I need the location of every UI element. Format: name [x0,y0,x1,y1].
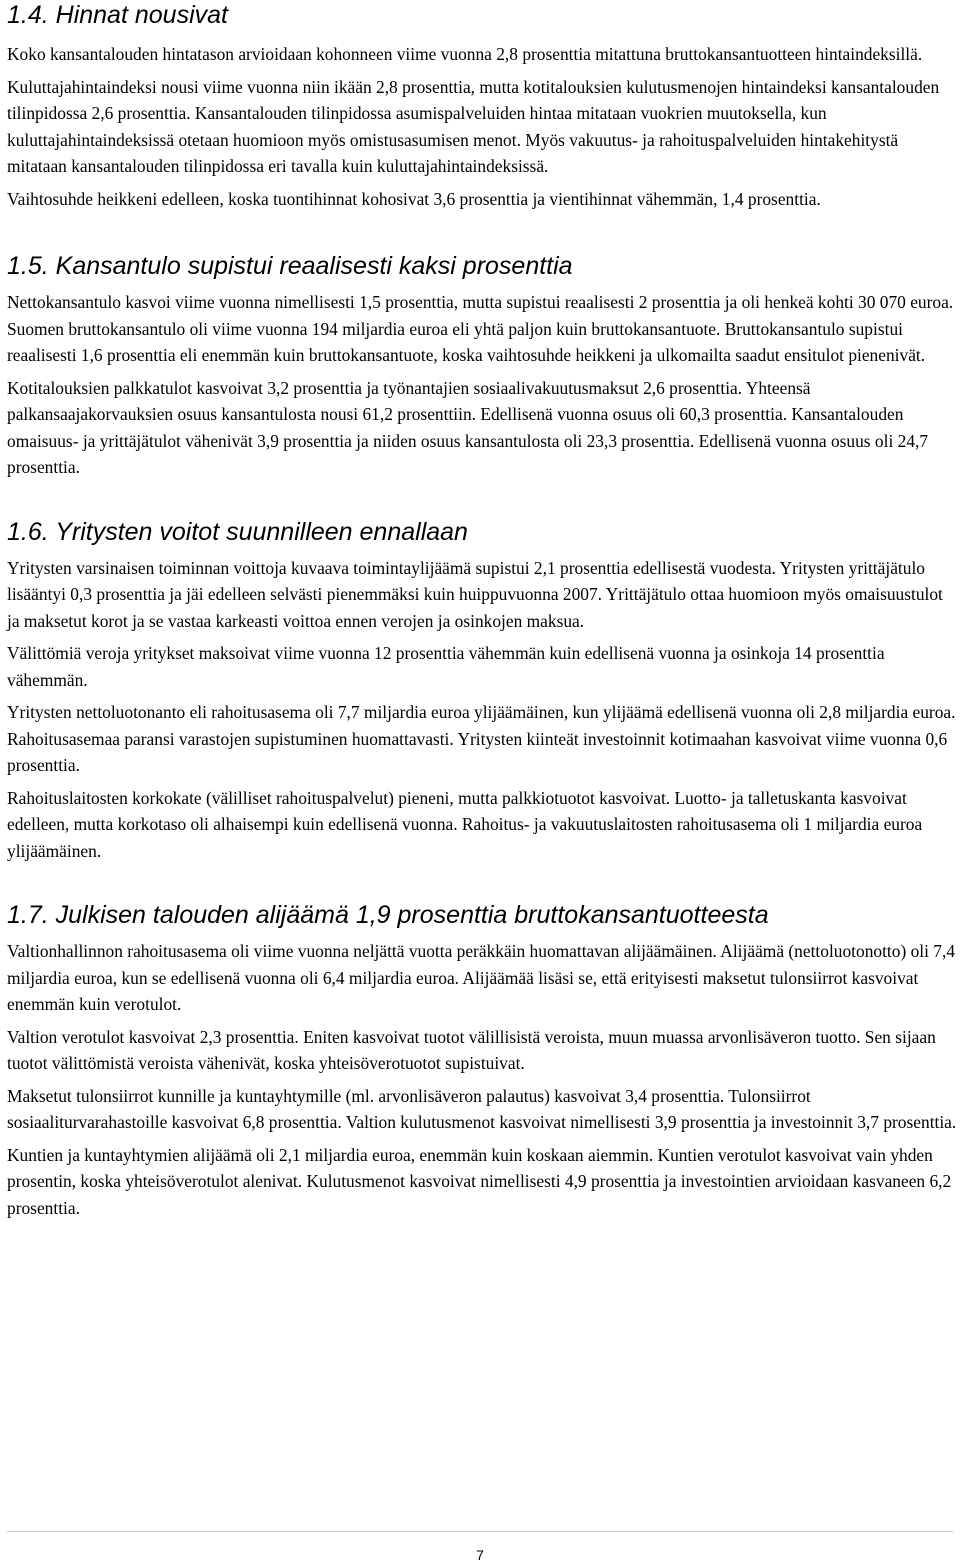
page-number: 7 [476,1547,484,1563]
paragraph: Vaihtosuhde heikkeni edelleen, koska tuontihinnat kohosivat 3,6 prosenttia ja vientihinnat vähemmän, 1,4 prosenttia. [7,188,821,209]
paragraph: Rahoituslaitosten korkokate (välilliset rahoituspalvelut) pieneni, mutta palkkiotuotot kasvoivat. Luotto- ja talletuskanta kasvoivat edelleen, mutta korkotaso oli alhaisempi kuin edellisenä vuonna. Rahoitus- ja vakuutuslaitosten rahoitusasema oli 1 miljardia euroa ylijäämäinen. [7,787,923,861]
document-body [7,0,959,1221]
paragraph: Koko kansantalouden hintatason arvioidaan kohonneen viime vuonna 2,8 prosenttia mitattuna bruttokansantuotteen hintaindeksillä. [7,44,923,64]
section-heading: 1.6. Yritysten voitot suunnilleen ennallaan [7,517,468,546]
section-prices [7,0,959,212]
paragraph: Valtion verotulot kasvoivat 2,3 prosenttia. Eniten kasvoivat tuotot välillisistä veroista, muun muassa arvonlisäveron tuotto. Sen sijaan tuotot välittömistä veroista vähenivät, koska yhteisöverotuotot supistuivat. [7,1026,936,1073]
paragraph: Kuntien ja kuntayhtymien alijäämä oli 2,1 miljardia euroa, enemmän kuin koskaan aiemmin. Kuntien verotulot kasvoivat vain yhden prosentin, koska yhteisöverotulot alenivat. Kulutusmenot kasvoivat nimellisesti 4,9 prosenttia ja investointien arvioidaan kasvaneen 6,2 prosenttia. [7,1144,952,1218]
paragraph: Kotitalouksien palkkatulot kasvoivat 3,2 prosenttia ja työnantajien sosiaalivakuutusmaksut 2,6 prosenttia. Yhteensä palkansaajakorvauksien osuus kansantulosta nousi 61,2 prosenttiin. Edellisenä vuonna osuus oli 60,3 prosenttia. Kansantalouden omaisuus- ja yrittäjätulot vähenivät 3,9 prosenttia ja niiden osuus kansantulosta oli 23,3 prosenttia. Edellisenä vuonna osuus oli 24,7 prosenttia. [7,377,929,477]
paragraph: Välittömiä veroja yritykset maksoivat viime vuonna 12 prosenttia vähemmän kuin edellisenä vuonna ja osinkoja 14 prosenttia vähemmän. [7,643,885,690]
section-public-deficit [7,900,959,1221]
paragraph: Maksetut tulonsiirrot kunnille ja kuntayhtymille (ml. arvonlisäveron palautus) kasvoivat 3,4 prosenttia. Tulonsiirrot sosiaaliturvarahastoille kasvoivat 6,8 prosenttia. Valtion kulutusmenot kasvoivat nimellisesti 3,9 prosenttia ja investoinnit 3,7 prosenttia. [7,1085,957,1132]
paragraph: Kuluttajahintaindeksi nousi viime vuonna niin ikään 2,8 prosenttia, mutta kotitalouksien kulutusmenojen hintaindeksi kansantalouden tilinpidossa 2,6 prosenttia. Kansantalouden tilinpidossa asumispalveluiden hintaa mitataan vuokrien muutoksella, kun kuluttajahintaindeksissä otetaan huomioon myös omistusasumisen menot. Myös vakuutus- ja rahoituspalveluiden hintakehitystä mitataan kansantalouden tilinpidossa eri tavalla kuin kuluttajahintaindeksissä. [7,76,940,176]
paragraph: Nettokansantulo kasvoi viime vuonna nimellisesti 1,5 prosenttia, mutta supistui reaalisesti 2 prosenttia ja oli henkeä kohti 30 070 euroa. Suomen bruttokansantulo oli viime vuonna 194 miljardia euroa eli yhtä paljon kuin bruttokansantuote. Bruttokansantulo supistui reaalisesti 1,6 prosenttia eli enemmän kuin bruttokansantuote, koska vaihtosuhde heikkeni ja ulkomailta saadut ensitulot pienenivät. [7,292,954,365]
paragraph: Yritysten varsinaisen toiminnan voittoja kuvaava toimintaylijäämä supistui 2,1 prosenttia edellisestä vuodesta. Yritysten yrittäjätulo lisääntyi 0,3 prosenttia ja jäi edelleen selvästi pienemmäksi kuin huippuvuonna 2007. Yrittäjätulo ottaa huomioon myös omaisuustulot ja maksetut korot ja se vastaa karkeasti voittoa ennen verojen ja osinkojen maksua. [7,557,943,631]
section-heading: 1.7. Julkisen talouden alijäämä 1,9 prosenttia bruttokansantuotteesta [7,901,769,929]
paragraph: Valtionhallinnon rahoitusasema oli viime vuonna neljättä vuotta peräkkäin huomattavan alijäämäinen. Alijäämä (nettoluotonotto) oli 7,4 miljardia euroa, kun se edellisenä vuonna oli 6,4 miljardia euroa. Alijäämää lisäsi se, että erityisesti maksetut tulonsiirrot kasvoivat enemmän kuin verotulot. [7,941,956,1014]
section-heading: 1.5. Kansantulo supistui reaalisesti kaksi prosenttia [7,252,573,280]
section-heading: 1.4. Hinnat nousivat [7,1,228,29]
section-company-profits [7,517,959,865]
footer-divider [7,1531,953,1532]
paragraph: Yritysten nettoluotonanto eli rahoitusasema oli 7,7 miljardia euroa ylijäämäinen, kun ylijäämä edellisenä vuonna oli 2,8 miljardia euroa. Rahoitusasemaa paransi varastojen supistuminen huomattavasti. Yritysten kiinteät investoinnit kotimaahan kasvoivat viime vuonna 0,6 prosenttia. [7,702,956,775]
section-national-income [7,251,959,481]
